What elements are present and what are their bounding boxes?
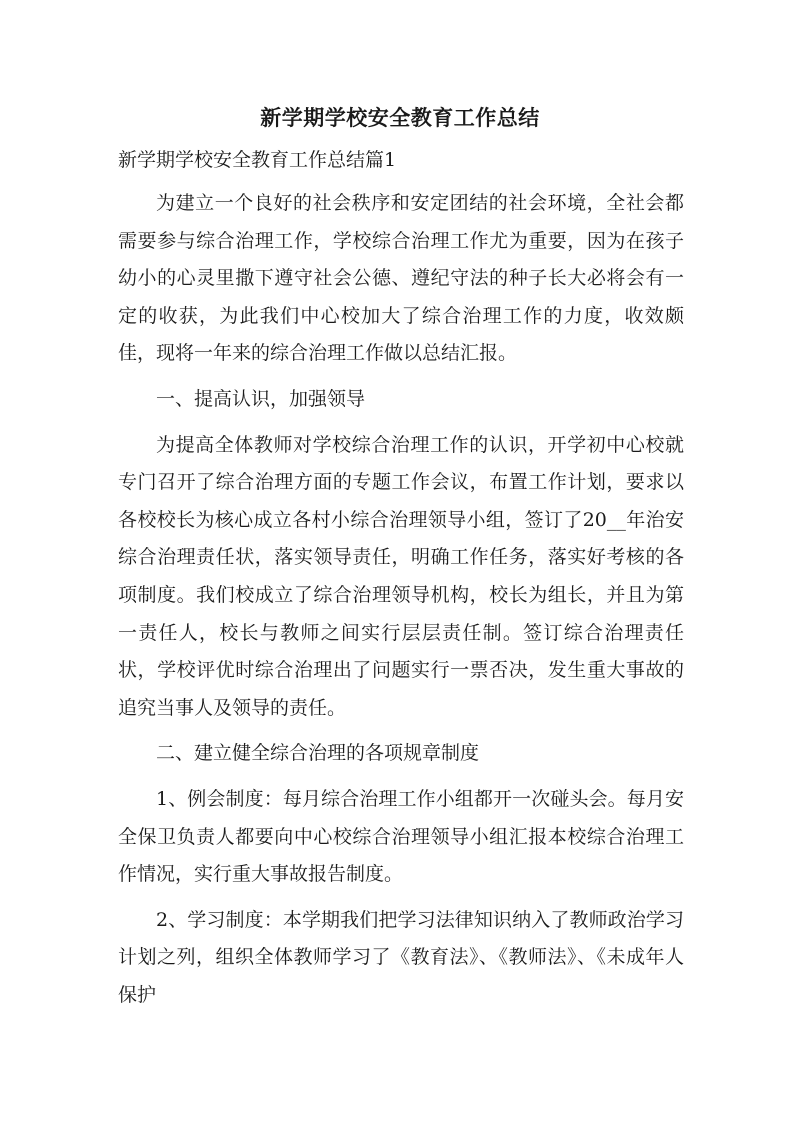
document-subtitle: 新学期学校安全教育工作总结篇1: [118, 149, 397, 171]
paragraph-intro: 为建立一个良好的社会秩序和安定团结的社会环境，全社会都需要参与综合治理工作，学校综合治理工作尤为重要，因为在孩子幼小的心灵里撒下遵守社会公德、遵纪守法的种子长大必将会有一定的收获，为此我们中心校加大了综合治理工作的力度，收效颇佳，现将一年来的综合治理工作做以总结汇报。: [118, 192, 684, 365]
paragraph-meeting-system: 1、例会制度：每月综合治理工作小组都开一次碰头会。每月安全保卫负责人都要向中心校综合治理领导小组汇报本校综合治理工作情况，实行重大事故报告制度。: [118, 787, 684, 886]
section-heading-2: 二、建立健全综合治理的各项规章制度: [156, 742, 480, 765]
section-heading-1: 一、提高认识，加强领导: [156, 387, 366, 410]
paragraph-study-system: 2、学习制度：本学期我们把学习法律知识纳入了教师政治学习计划之列，组织全体教师学习了《教育法》、《教师法》、《未成年人保护: [118, 908, 684, 1006]
document-body: [118, 185, 684, 1014]
document-title: 新学期学校安全教育工作总结: [260, 105, 540, 130]
paragraph-leadership: 为提高全体教师对学校综合治理工作的认识，开学初中心校就专门召开了综合治理方面的专题工作会议，布置工作计划，要求以各校校长为核心成立各村小综合治理领导小组，签订了20__年治安综合治理责任状，落实领导责任，明确工作任务，落实好考核的各项制度。我们校成立了综合治理领导机构，校长为组长，并且为第一责任人，校长与教师之间实行层层责任制。签订综合治理责任状，学校评优时综合治理出了问题实行一票否决，发生重大事故的追究当事人及领导的责任。: [118, 433, 684, 719]
